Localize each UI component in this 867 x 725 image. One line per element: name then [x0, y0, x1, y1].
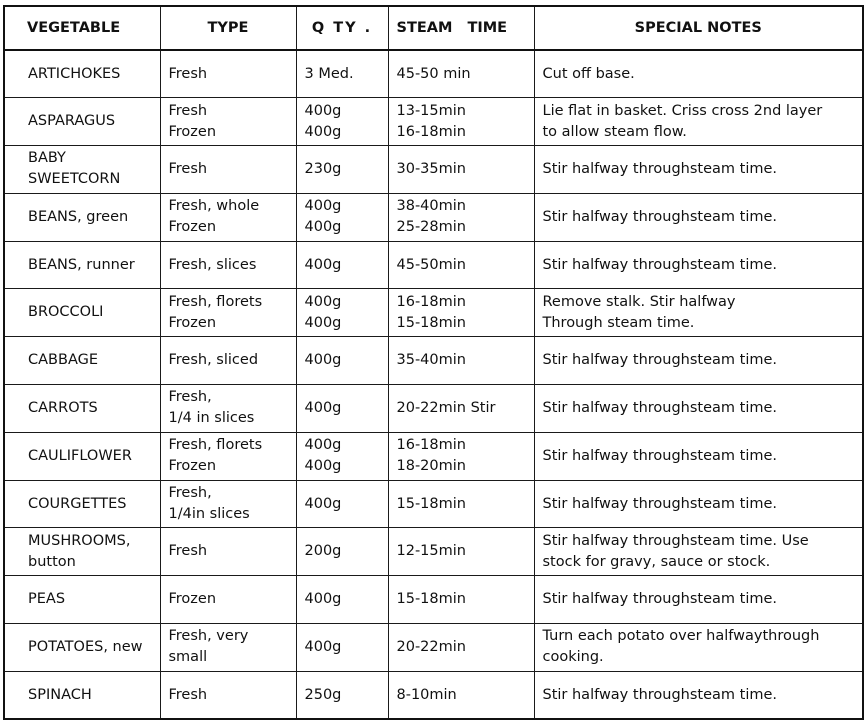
- special-notes-cell: [534, 146, 863, 194]
- vegetable-cell: [4, 241, 160, 289]
- steam-time-cell-line: 13-15min: [396, 102, 466, 119]
- steam-time-cell: [388, 432, 534, 480]
- vegetable-cell-line: CARROTS: [28, 399, 98, 416]
- steam-time-cell-line: 8-10min: [396, 686, 457, 703]
- table-row: [4, 337, 863, 385]
- qty-cell-line: 230g: [304, 160, 342, 177]
- vegetable-cell: [4, 432, 160, 480]
- steam-time-cell: [388, 480, 534, 528]
- qty-cell-line: 400g: [304, 198, 342, 215]
- type-cell-line: Fresh: [168, 160, 208, 177]
- steam-time-cell: [388, 50, 534, 98]
- type-cell-line: Frozen: [168, 591, 217, 608]
- vegetable-cell-line: POTATOES, new: [28, 638, 143, 655]
- special-notes-cell-line: Lie flat in basket. Criss cross 2nd layer: [542, 102, 823, 119]
- table-row: [4, 289, 863, 337]
- table-row: [4, 576, 863, 624]
- qty-cell: [296, 480, 388, 528]
- special-notes-cell-line: Stir halfway throughsteam time. Use: [542, 532, 809, 549]
- qty-cell-line: 400g: [304, 102, 342, 119]
- vegetable-cell-line: button: [28, 553, 76, 570]
- type-cell: [160, 624, 296, 672]
- type-cell-line: 1/4 in slices: [168, 410, 255, 427]
- vegetable-cell-line: BEANS, green: [28, 208, 129, 225]
- vegetable-cell: [4, 385, 160, 433]
- vegetable-cell: [4, 146, 160, 194]
- table-row: [4, 241, 863, 289]
- vegetable-cell: [4, 528, 160, 576]
- steam-time-cell-line: 20-22min: [396, 638, 466, 655]
- qty-cell-line: 400g: [304, 399, 342, 416]
- vegetable-cell: [4, 624, 160, 672]
- vegetable-cell: [4, 480, 160, 528]
- header-steam-time: STEAM TIME: [388, 6, 534, 50]
- special-notes-cell-line: Stir halfway throughsteam time.: [542, 160, 777, 177]
- vegetable-cell-line: SWEETCORN: [28, 171, 121, 188]
- qty-cell-line: 200g: [304, 543, 342, 560]
- steam-time-cell: [388, 337, 534, 385]
- table-header-row: [4, 6, 863, 50]
- special-notes-cell-line: Stir halfway throughsteam time.: [542, 256, 777, 273]
- special-notes-cell: [534, 337, 863, 385]
- special-notes-cell-line: Stir halfway throughsteam time.: [542, 686, 777, 703]
- steam-time-table: [3, 5, 864, 720]
- steam-time-cell-line: 25-28min: [396, 219, 466, 236]
- qty-cell-line: 400g: [304, 458, 342, 475]
- steam-time-cell: [388, 624, 534, 672]
- table-row: [4, 671, 863, 719]
- type-cell: [160, 671, 296, 719]
- type-cell-line: Frozen: [168, 458, 217, 475]
- special-notes-cell-line: to allow steam flow.: [542, 123, 687, 140]
- qty-cell: [296, 385, 388, 433]
- special-notes-cell: [534, 289, 863, 337]
- special-notes-cell-line: stock for gravy, sauce or stock.: [542, 553, 771, 570]
- qty-cell: [296, 193, 388, 241]
- qty-cell: [296, 671, 388, 719]
- qty-cell-line: 3 Med.: [304, 65, 354, 82]
- special-notes-cell: [534, 432, 863, 480]
- vegetable-cell-line: CAULIFLOWER: [28, 447, 132, 464]
- qty-cell: [296, 289, 388, 337]
- steam-time-cell: [388, 528, 534, 576]
- vegetable-cell-line: BABY: [28, 150, 66, 167]
- steam-time-cell-line: 38-40min: [396, 198, 466, 215]
- table-row: [4, 98, 863, 146]
- special-notes-cell-line: Remove stalk. Stir halfway: [542, 293, 736, 310]
- special-notes-cell-line: Stir halfway throughsteam time.: [542, 447, 777, 464]
- steam-time-cell-line: 45-50 min: [396, 65, 471, 82]
- special-notes-cell: [534, 576, 863, 624]
- qty-cell: [296, 576, 388, 624]
- type-cell: [160, 528, 296, 576]
- special-notes-cell-line: Through steam time.: [542, 314, 695, 331]
- steam-time-cell: [388, 241, 534, 289]
- steam-time-cell-line: 16-18min: [396, 123, 466, 140]
- steam-time-cell: [388, 193, 534, 241]
- type-cell-line: Fresh: [168, 543, 208, 560]
- special-notes-cell-line: cooking.: [542, 649, 604, 666]
- table-row: [4, 146, 863, 194]
- type-cell-line: Fresh, slices: [168, 256, 257, 273]
- vegetable-cell-line: ARTICHOKES: [28, 65, 121, 82]
- vegetable-cell-line: CABBAGE: [28, 352, 99, 369]
- table-body: [4, 50, 863, 719]
- type-cell: [160, 98, 296, 146]
- qty-cell: [296, 50, 388, 98]
- type-cell-line: Fresh, very: [168, 628, 249, 645]
- type-cell: [160, 193, 296, 241]
- qty-cell: [296, 146, 388, 194]
- qty-cell: [296, 528, 388, 576]
- type-cell: [160, 385, 296, 433]
- vegetable-cell: [4, 671, 160, 719]
- type-cell-line: Fresh, florets: [168, 293, 263, 310]
- type-cell: [160, 480, 296, 528]
- type-cell-line: Fresh: [168, 102, 208, 119]
- qty-cell: [296, 624, 388, 672]
- qty-cell-line: 400g: [304, 352, 342, 369]
- special-notes-cell: [534, 98, 863, 146]
- vegetable-cell-line: BROCCOLI: [28, 304, 104, 321]
- qty-cell-line: 250g: [304, 686, 342, 703]
- table-row: [4, 480, 863, 528]
- qty-cell-line: 400g: [304, 314, 342, 331]
- type-cell-line: Frozen: [168, 123, 217, 140]
- qty-cell: [296, 337, 388, 385]
- header-type: TYPE: [160, 6, 296, 50]
- qty-cell: [296, 98, 388, 146]
- vegetable-cell: [4, 193, 160, 241]
- header-special-notes: SPECIAL NOTES: [534, 6, 863, 50]
- steam-time-cell-line: 45-50min: [396, 256, 466, 273]
- steam-time-cell: [388, 98, 534, 146]
- type-cell: [160, 241, 296, 289]
- special-notes-cell: [534, 385, 863, 433]
- table-row: [4, 193, 863, 241]
- type-cell-line: Fresh, florets: [168, 437, 263, 454]
- special-notes-cell-line: Stir halfway throughsteam time.: [542, 495, 777, 512]
- special-notes-cell: [534, 624, 863, 672]
- steam-time-cell-line: 30-35min: [396, 160, 466, 177]
- qty-cell-line: 400g: [304, 437, 342, 454]
- qty-cell-line: 400g: [304, 219, 342, 236]
- table-row: [4, 432, 863, 480]
- steam-time-cell-line: 12-15min: [396, 543, 466, 560]
- special-notes-cell-line: Stir halfway throughsteam time.: [542, 352, 777, 369]
- special-notes-cell: [534, 241, 863, 289]
- type-cell-line: Fresh, whole: [168, 198, 260, 215]
- type-cell: [160, 146, 296, 194]
- steam-time-cell-line: 20-22min Stir: [396, 399, 496, 416]
- vegetable-cell: [4, 337, 160, 385]
- vegetable-cell-line: BEANS, runner: [28, 256, 135, 273]
- vegetable-cell: [4, 50, 160, 98]
- vegetable-cell: [4, 98, 160, 146]
- steam-time-cell: [388, 146, 534, 194]
- qty-cell-line: 400g: [304, 638, 342, 655]
- steam-time-cell-line: 15-18min: [396, 314, 466, 331]
- steam-time-cell: [388, 671, 534, 719]
- qty-cell-line: 400g: [304, 256, 342, 273]
- steam-time-cell-line: 15-18min: [396, 591, 466, 608]
- type-cell-line: small: [168, 649, 208, 666]
- special-notes-cell: [534, 528, 863, 576]
- special-notes-cell-line: Cut off base.: [542, 65, 635, 82]
- special-notes-cell: [534, 671, 863, 719]
- steam-time-cell: [388, 385, 534, 433]
- table-row: [4, 50, 863, 98]
- type-cell-line: Fresh, sliced: [168, 352, 259, 369]
- steam-time-cell-line: 18-20min: [396, 458, 466, 475]
- qty-cell: [296, 432, 388, 480]
- steam-time-cell: [388, 576, 534, 624]
- table-row: [4, 624, 863, 672]
- steam-time-cell: [388, 289, 534, 337]
- header-qty: Q TY .: [296, 6, 388, 50]
- type-cell-line: Frozen: [168, 314, 217, 331]
- qty-cell-line: 400g: [304, 495, 342, 512]
- table-row: [4, 528, 863, 576]
- type-cell-line: Fresh: [168, 686, 208, 703]
- type-cell-line: Fresh,: [168, 485, 212, 502]
- header-vegetable: VEGETABLE: [4, 6, 160, 50]
- vegetable-cell: [4, 289, 160, 337]
- special-notes-cell-line: Stir halfway throughsteam time.: [542, 591, 777, 608]
- type-cell-line: Fresh,: [168, 389, 212, 406]
- type-cell: [160, 432, 296, 480]
- type-cell: [160, 337, 296, 385]
- type-cell-line: Frozen: [168, 219, 217, 236]
- type-cell: [160, 576, 296, 624]
- qty-cell: [296, 241, 388, 289]
- special-notes-cell-line: Stir halfway throughsteam time.: [542, 399, 777, 416]
- vegetable-cell-line: ASPARAGUS: [28, 113, 116, 130]
- special-notes-cell-line: Stir halfway throughsteam time.: [542, 208, 777, 225]
- vegetable-cell-line: PEAS: [28, 591, 66, 608]
- steam-time-cell-line: 16-18min: [396, 437, 466, 454]
- type-cell-line: 1/4in slices: [168, 506, 250, 523]
- type-cell-line: Fresh: [168, 65, 208, 82]
- special-notes-cell-line: Turn each potato over halfwaythrough: [542, 628, 820, 645]
- type-cell: [160, 289, 296, 337]
- special-notes-cell: [534, 50, 863, 98]
- vegetable-cell-line: MUSHROOMS,: [28, 532, 131, 549]
- vegetable-cell-line: SPINACH: [28, 686, 92, 703]
- steam-time-cell-line: 15-18min: [396, 495, 466, 512]
- vegetable-cell-line: COURGETTES: [28, 495, 127, 512]
- vegetable-cell: [4, 576, 160, 624]
- qty-cell-line: 400g: [304, 293, 342, 310]
- steam-time-cell-line: 16-18min: [396, 293, 466, 310]
- qty-cell-line: 400g: [304, 591, 342, 608]
- qty-cell-line: 400g: [304, 123, 342, 140]
- type-cell: [160, 50, 296, 98]
- special-notes-cell: [534, 480, 863, 528]
- table-row: [4, 385, 863, 433]
- steam-time-cell-line: 35-40min: [396, 352, 466, 369]
- special-notes-cell: [534, 193, 863, 241]
